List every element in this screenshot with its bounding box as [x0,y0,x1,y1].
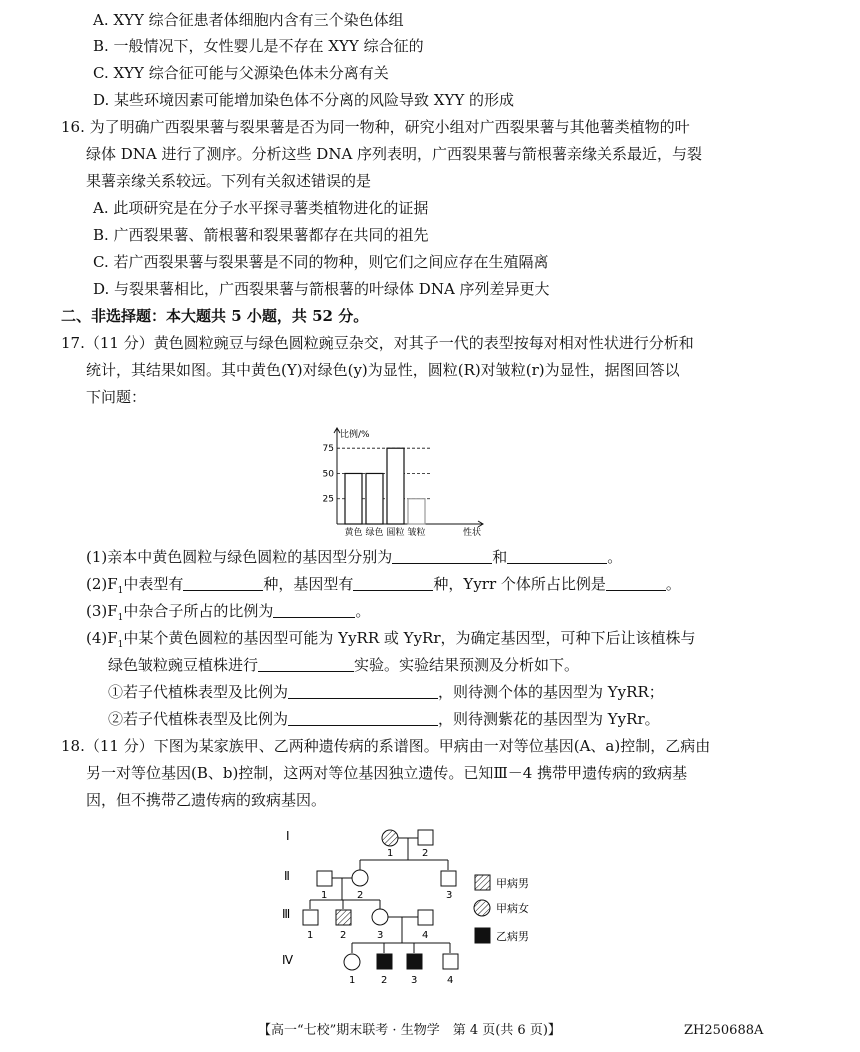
x-tick-label: 皱粒 [407,528,426,538]
q17-part3-text: 中杂合子所占的比例为 [123,602,274,620]
y-tick-label: 25 [322,494,334,505]
q15-option-a: A. XYY 综合征患者体细胞内含有三个染色体组 [93,11,404,29]
legend-hatched-square-icon [475,875,490,890]
exam-code: ZH250688A [684,1023,764,1038]
q17-part3-end: 。 [355,602,371,620]
gen2-number: 3 [446,890,453,901]
q17-answer-blank[interactable] [288,684,438,699]
gen3-number: 2 [340,930,347,941]
q17-part4-line2 [108,655,579,675]
q17-part4-line3 [108,682,664,702]
q17-part3-text: (3)F [86,602,118,620]
gen-label: Ⅰ [286,829,290,843]
q16-stem-line1: 16. 为了明确广西裂果薯与裂果薯是否为同一物种，研究小组对广西裂果薯与其他薯类植物的叶 [61,118,690,136]
q17-part4-text: 中某个黄色圆粒的基因型可能为 YyRR 或 YyRr，为确定基因型，可种下后让该植株与 [123,629,696,647]
q17-stem-line1: 17.（11 分）黄色圆粒豌豆与绿色圆粒豌豆杂交，对其子一代的表型按每对相对性状进行分析和 [61,334,694,352]
q16-option-b: B. 广西裂果薯、箭根薯和裂果薯都存在共同的祖先 [93,226,429,244]
q17-part4-text: ，则待测紫花的基因型为 YyRr。 [438,710,660,728]
q15-option-d: D. 某些环境因素可能增加染色体不分离的风险导致 XYY 的形成 [93,91,515,109]
gen2-male [441,871,456,886]
gen2-number: 2 [357,890,364,901]
q17-part2-end: 。 [665,575,681,593]
y-tick-label: 50 [322,469,334,480]
legend-label: 乙病男 [496,930,529,943]
q17-part2 [86,574,681,601]
q17-answer-blank[interactable] [273,603,355,618]
gen4-male-affected-b [377,954,392,969]
gen4-female [344,954,360,970]
gen4-number: 3 [411,975,418,986]
legend-hatched-circle-icon [474,900,490,916]
gen4-male [443,954,458,969]
gen2-male-spouse [317,871,332,886]
q16-option-d: D. 与裂果薯相比，广西裂果薯与箭根薯的叶绿体 DNA 序列差异更大 [93,280,550,298]
q17-answer-blank[interactable] [507,549,607,564]
gen-label: Ⅲ [282,907,291,921]
q18-stem-line1: 18.（11 分）下图为某家族甲、乙两种遗传病的系谱图。甲病由一对等位基因(A、a)控制，乙病由 [61,737,711,755]
q16-option-a: A. 此项研究是在分子水平探寻薯类植物进化的证据 [93,199,429,217]
q17-answer-blank[interactable] [353,576,433,591]
q17-part2-text: 种，Yyrr 个体所占比例是 [433,575,606,593]
q16-stem-line3: 果薯亲缘关系较远。下列有关叙述错误的是 [86,172,372,190]
q17-part4-text: ，则待测个体的基因型为 YyRR； [438,683,664,701]
legend-label: 甲病女 [496,902,529,915]
page-footer: 【高一“七校”期末联考 · 生物学 第 4 页(共 6 页)】 [258,1023,561,1038]
q17-answer-blank[interactable] [183,576,263,591]
q15-option-b: B. 一般情况下，女性婴儿是不存在 XYY 综合征的 [93,37,424,55]
gen3-number: 3 [377,930,384,941]
q17-part2-text: 中表型有 [123,575,184,593]
x-tick-label: 圆粒 [386,528,405,538]
gen4-male-affected-b [407,954,422,969]
gen4-number: 1 [349,975,356,986]
q17-part2-text: (2)F [86,575,118,593]
q17-bar-chart [315,420,515,545]
gen3-number: 1 [307,930,314,941]
gen3-number: 4 [422,930,429,941]
q17-stem-line3: 下问题： [86,388,147,406]
bar-皱粒 [408,499,425,524]
q17-part3 [86,601,370,628]
bar-黄色 [345,473,362,524]
gen-label: Ⅱ [284,869,290,883]
section-heading: 二、非选择题：本大题共 5 小题，共 52 分。 [61,307,369,325]
subscript: 1 [117,613,124,623]
gen4-number: 4 [447,975,454,986]
q17-part2-text: 种，基因型有 [263,575,354,593]
y-axis-label: 比例/% [340,430,370,440]
subscript: 1 [117,640,124,650]
gen3-male [303,910,318,925]
q17-part4 [86,628,696,655]
q15-option-c: C. XYY 综合征可能与父源染色体未分离有关 [93,64,389,82]
q17-part4-text: 实验。实验结果预测及分析如下。 [354,656,580,674]
q18-pedigree [280,818,560,993]
q17-part1-text: (1)亲本中黄色圆粒与绿色圆粒的基因型分别为 [86,548,393,566]
bar-圆粒 [387,448,404,524]
bar-绿色 [366,473,383,524]
gen1-number: 2 [422,848,429,859]
y-tick-label: 75 [322,444,334,455]
q18-stem-line3: 因，但不携带乙遗传病的致病基因。 [86,791,327,809]
gen2-female [352,870,368,886]
subscript: 1 [117,586,124,596]
q17-part1 [86,547,622,567]
q17-part1-and: 和 [492,548,508,566]
legend-label: 甲病男 [496,877,529,890]
q17-part4-text: (4)F [86,629,118,647]
x-axis-label: 性状 [463,528,482,538]
q17-answer-blank[interactable] [288,711,438,726]
gen1-number: 1 [387,848,394,859]
q17-part1-end: 。 [607,548,623,566]
q17-part4-text: 绿色皱粒豌豆植株进行 [108,656,259,674]
gen1-female-affected-a [382,830,398,846]
gen2-number: 1 [321,890,328,901]
gen3-male-spouse [418,910,433,925]
q17-answer-blank[interactable] [258,657,354,672]
gen3-female [372,909,388,925]
q17-part4-line4 [108,709,660,729]
gen1-male [418,830,433,845]
q18-stem-line2: 另一对等位基因(B、b)控制，这两对等位基因独立遗传。已知Ⅲ－4 携带甲遗传病的致病基 [86,764,688,782]
legend-filled-square-icon [475,928,490,943]
q17-part4-text: ②若子代植株表型及比例为 [108,710,289,728]
q16-stem-line2: 绿体 DNA 进行了测序。分析这些 DNA 序列表明，广西裂果薯与箭根薯亲缘关系最近，与裂 [86,145,703,163]
gen3-male-affected-a [336,910,351,925]
x-tick-label: 绿色 [365,528,384,538]
q17-part4-text: ①若子代植株表型及比例为 [108,683,289,701]
q16-option-c: C. 若广西裂果薯与裂果薯是不同的物种，则它们之间应存在生殖隔离 [93,253,549,271]
x-tick-label: 黄色 [344,528,363,538]
q17-answer-blank[interactable] [606,576,666,591]
gen4-number: 2 [381,975,388,986]
q17-answer-blank[interactable] [392,549,492,564]
gen-label: Ⅳ [282,953,294,967]
q17-stem-line2: 统计，其结果如图。其中黄色(Y)对绿色(y)为显性，圆粒(R)对皱粒(r)为显性，据图回答以 [86,361,680,379]
